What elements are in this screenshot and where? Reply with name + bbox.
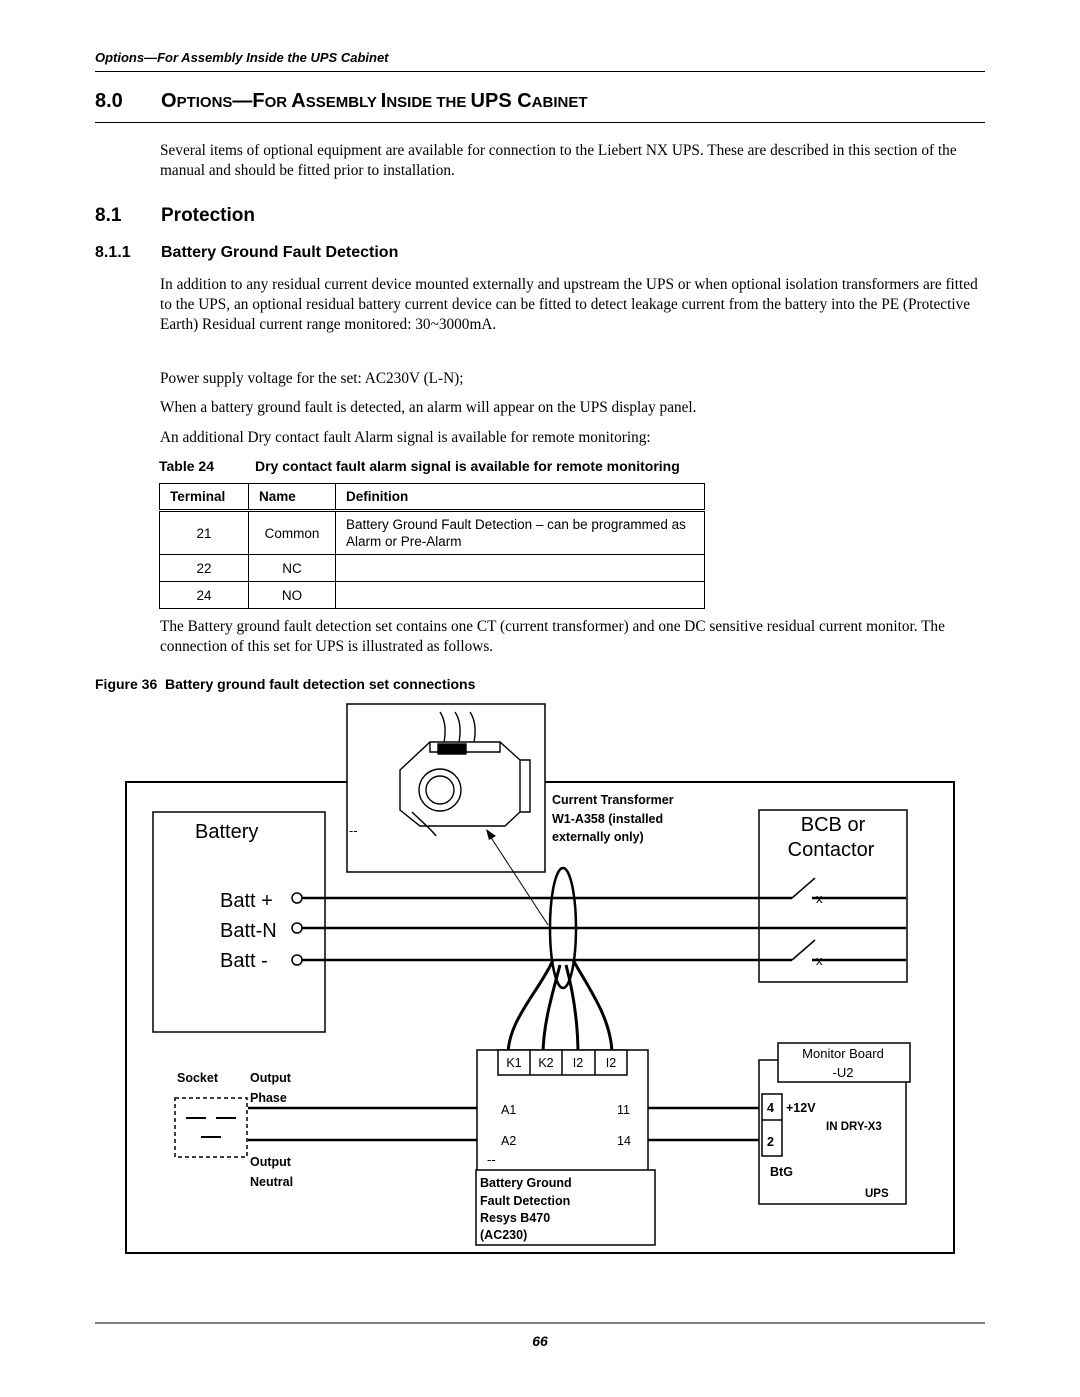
section-title-part: O [161,90,177,112]
switch-mark-top: x [816,891,823,906]
batt-minus-terminal [292,955,302,965]
table-label: Table 24 [159,458,214,474]
relay-terminal-i2-a: I2 [572,1056,584,1070]
ct-leads [508,960,612,1055]
relay-dash: -- [487,1152,496,1167]
section-title-part: —F [232,90,265,112]
ct-label-line-1: Current Transformer [552,793,674,807]
btg-label: BtG [770,1165,793,1179]
pin-4-signal: +12V [786,1101,816,1115]
table-cell-name: NC [249,555,336,582]
table-cell-name: NO [249,582,336,609]
output-phase-line-1: Output [250,1071,291,1085]
table-cell-terminal: 24 [160,582,249,609]
pin-4-label: 4 [767,1101,774,1115]
relay-a2-label: A2 [501,1134,517,1148]
switch-mark-bottom: x [816,953,823,968]
ct-label-line-2: W1-A358 (installed [552,812,664,826]
output-neutral-line-2: Neutral [250,1175,294,1189]
section-title-part: ABINET [531,94,588,111]
monitor-board-line-2: -U2 [832,1065,854,1080]
relay-11-label: 11 [617,1103,630,1117]
section-title-part: SSEMBLY [305,94,381,111]
section-number: 8.0 [95,90,123,112]
running-header: Options—For Assembly Inside the UPS Cabinet [95,50,389,65]
battery-title: Battery [195,821,259,843]
relay-terminal-k2: K2 [538,1056,554,1070]
monitor-board-line-1: Monitor Board [802,1046,884,1061]
in-dry-x3-label: IN DRY-X3 [826,1121,882,1133]
section-title-part: NSIDE THE [386,94,471,111]
page-number: 66 [532,1333,548,1349]
bcb-title-line-2: Contactor [787,839,875,861]
section-title-part: UPS C [470,90,532,112]
socket-box [175,1098,247,1157]
table-cell-terminal: 22 [160,555,249,582]
table-cell-definition: Battery Ground Fault Detection – can be programmed as Alarm or Pre-Alarm [336,511,705,555]
ups-label: UPS [865,1188,889,1200]
table-cell-terminal: 21 [160,511,249,555]
relay-terminal-k1: K1 [506,1056,522,1070]
batt-plus-terminal [292,893,302,903]
batt-plus-label: Batt + [220,890,273,912]
figure-label: Figure 36 [95,676,158,692]
output-neutral-line-1: Output [250,1155,291,1169]
ct-dash: -- [349,823,358,838]
relay-label-line-1: Battery Ground [480,1176,572,1190]
relay-label-line-3: Resys B470 [480,1211,551,1225]
figure-caption-text: Battery ground fault detection set connections [165,676,476,692]
body-paragraph-2: Power supply voltage for the set: AC230V (L-N); [160,370,464,387]
subsubsection-number: 8.1.1 [95,244,131,261]
batt-minus-label: Batt - [220,950,268,972]
table-cell-name: Common [249,511,336,555]
output-phase-line-2: Phase [250,1091,287,1105]
pin-2-label: 2 [767,1135,774,1149]
intro-paragraph: Several items of optional equipment are available for connection to the Liebert NX UPS. These are described in this section of the manual and should be fitted prior to installation. [160,142,957,179]
body-paragraph-1: In addition to any residual current device mounted externally and upstream the UPS or when optional isolation transformers are fitted to the UPS, an optional residual battery current device can be fitted to detect leakage current from the battery into the PE (Protective Earth) Residual current range monitored: 30~3000mA. [160,276,978,333]
table-header-definition: Definition [336,484,705,511]
section-title-part: OR [264,94,292,111]
relay-label-line-4: (AC230) [480,1228,528,1242]
batt-n-label: Batt-N [220,920,277,942]
socket-label: Socket [177,1071,218,1085]
subsection-number: 8.1 [95,205,122,226]
subsection-title: Protection [161,205,255,226]
relay-14-label: 14 [617,1134,631,1148]
body-paragraph-4: An additional Dry contact fault Alarm signal is available for remote monitoring: [160,429,651,446]
subsubsection-title: Battery Ground Fault Detection [161,244,399,261]
section-title-part: A [291,90,306,112]
relay-label-line-2: Fault Detection [480,1194,571,1208]
after-table-paragraph: The Battery ground fault detection set contains one CT (current transformer) and one DC sensitive residual current monitor. The connection of this set for UPS is illustrated as follows. [160,618,945,655]
table-header-name: Name [249,484,336,511]
relay-a1-label: A1 [501,1103,517,1117]
ct-label-line-3: externally only) [552,830,644,844]
section-title-part: I [380,90,387,112]
section-title-part: PTIONS [176,94,233,111]
batt-n-terminal [292,923,302,933]
relay-terminal-i2-b: I2 [605,1056,617,1070]
bcb-title-line-1: BCB or [800,814,866,836]
table-caption-text: Dry contact fault alarm signal is available for remote monitoring [255,458,680,474]
body-paragraph-3: When a battery ground fault is detected, an alarm will appear on the UPS display panel. [160,399,697,416]
table-header-terminal: Terminal [160,484,249,511]
